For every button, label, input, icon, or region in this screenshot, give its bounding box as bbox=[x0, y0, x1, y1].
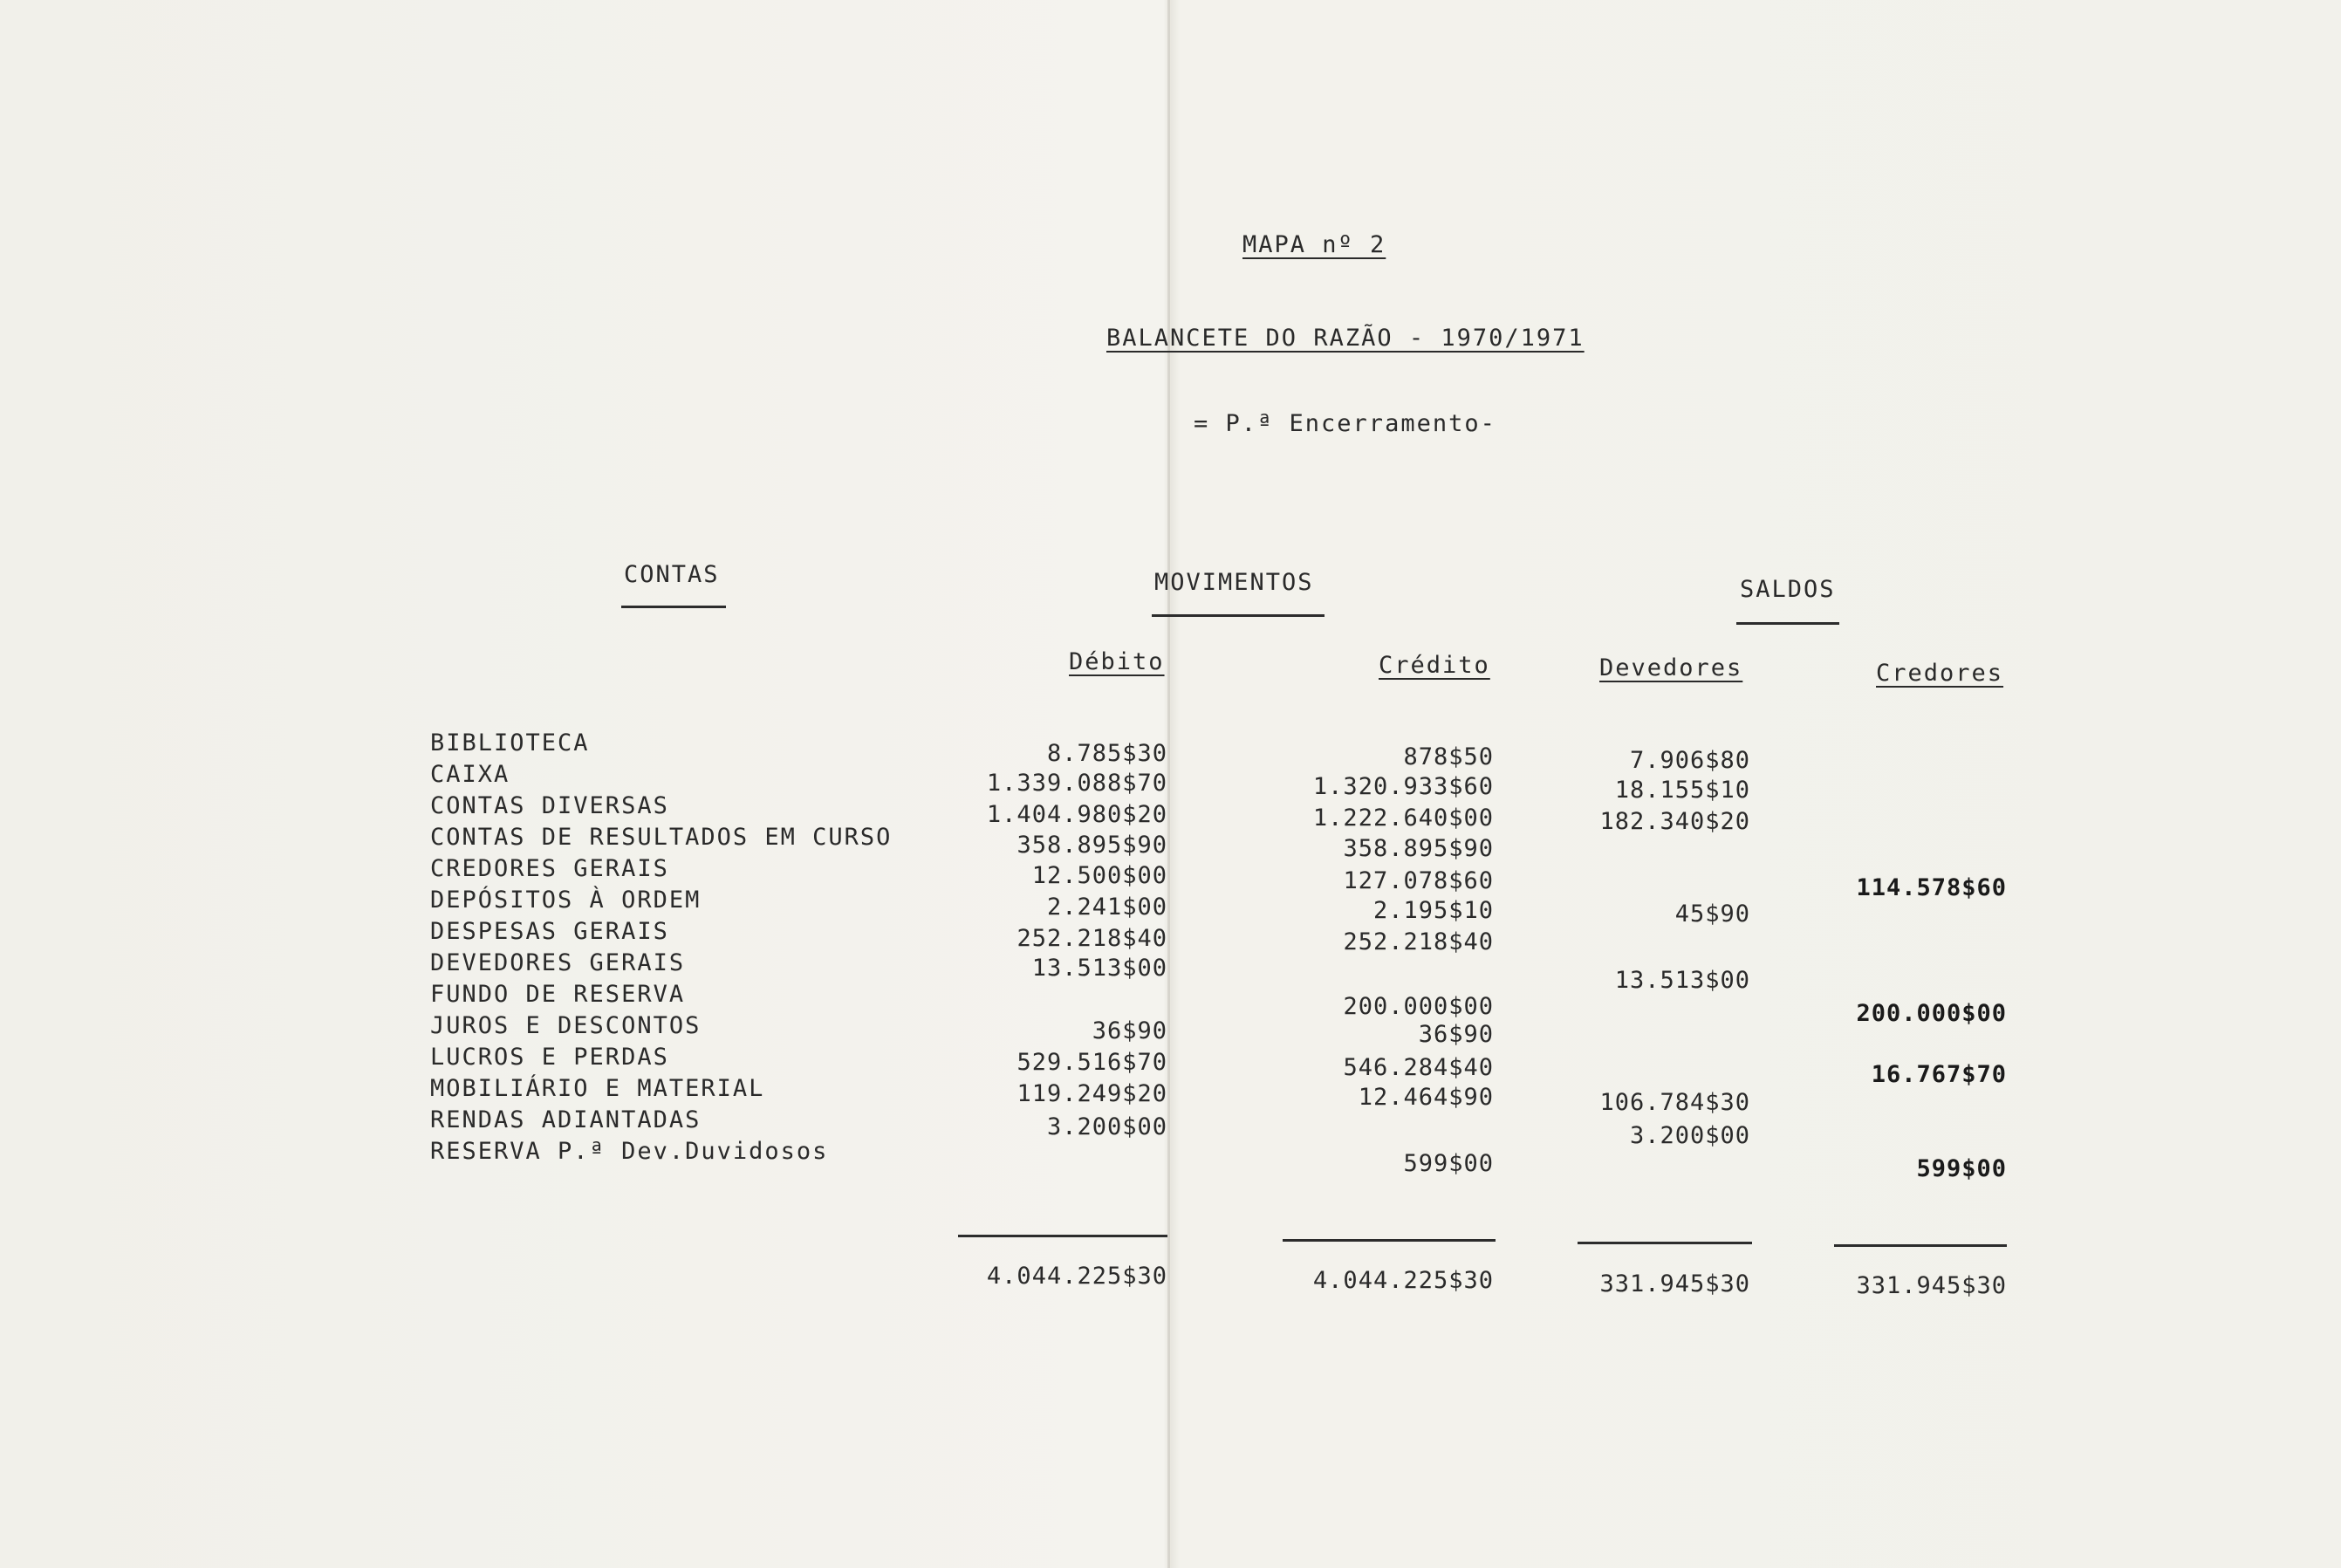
credito-total-rule bbox=[1283, 1239, 1496, 1242]
row-conta: LUCROS E PERDAS bbox=[430, 1044, 669, 1071]
debito-total: 4.044.225$30 bbox=[986, 1263, 1167, 1290]
credito-cell: 878$50 bbox=[1403, 743, 1494, 770]
debito-cell: 2.241$00 bbox=[1046, 894, 1167, 921]
row-conta: DEPÓSITOS À ORDEM bbox=[430, 887, 702, 914]
credores-total-rule bbox=[1834, 1244, 2007, 1247]
debito-cell: 13.513$00 bbox=[1031, 955, 1167, 982]
map-title: MAPA nº 2 bbox=[1242, 231, 1386, 258]
debito-cell: 3.200$00 bbox=[1046, 1113, 1167, 1140]
debito-cell: 119.249$20 bbox=[1016, 1080, 1167, 1107]
credito-cell: 599$00 bbox=[1403, 1150, 1494, 1177]
credores-cell: 114.578$60 bbox=[1856, 874, 2007, 901]
devedores-cell: 7.906$80 bbox=[1629, 747, 1750, 774]
credito-cell: 546.284$40 bbox=[1343, 1054, 1494, 1081]
contas-header: CONTAS bbox=[624, 561, 720, 588]
credores-cell: 599$00 bbox=[1916, 1155, 2007, 1182]
paper-fold bbox=[1167, 0, 1170, 1568]
devedores-cell: 45$90 bbox=[1674, 900, 1750, 928]
debito-cell: 12.500$00 bbox=[1031, 862, 1167, 889]
row-conta: FUNDO DE RESERVA bbox=[430, 981, 686, 1008]
contas-underline bbox=[621, 606, 726, 608]
devedores-total-rule bbox=[1578, 1242, 1752, 1244]
movimentos-header: MOVIMENTOS bbox=[1154, 569, 1314, 596]
debito-total-rule bbox=[958, 1235, 1167, 1237]
row-conta: JUROS E DESCONTOS bbox=[430, 1012, 702, 1039]
debito-cell: 1.404.980$20 bbox=[986, 801, 1167, 828]
devedores-cell: 13.513$00 bbox=[1614, 967, 1750, 994]
row-conta: CONTAS DE RESULTADOS EM CURSO bbox=[430, 824, 893, 851]
credores-header: Credores bbox=[1876, 660, 2004, 687]
debito-cell: 36$90 bbox=[1092, 1017, 1167, 1044]
credito-cell: 2.195$10 bbox=[1372, 897, 1494, 924]
row-conta: BIBLIOTECA bbox=[430, 729, 590, 757]
devedores-cell: 18.155$10 bbox=[1614, 777, 1750, 804]
row-conta: DESPESAS GERAIS bbox=[430, 918, 669, 945]
saldos-header: SALDOS bbox=[1740, 576, 1836, 603]
row-conta: CREDORES GERAIS bbox=[430, 855, 669, 882]
credito-cell: 252.218$40 bbox=[1343, 928, 1494, 955]
credito-header: Crédito bbox=[1379, 652, 1490, 679]
row-conta: RESERVA P.ª Dev.Duvidosos bbox=[430, 1138, 829, 1165]
debito-cell: 358.895$90 bbox=[1016, 832, 1167, 859]
credito-cell: 1.222.640$00 bbox=[1312, 805, 1494, 832]
debito-cell: 529.516$70 bbox=[1016, 1049, 1167, 1076]
credito-cell: 358.895$90 bbox=[1343, 835, 1494, 862]
devedores-header: Devedores bbox=[1599, 654, 1743, 681]
credito-cell: 127.078$60 bbox=[1343, 867, 1494, 894]
credito-cell: 200.000$00 bbox=[1343, 993, 1494, 1020]
saldos-underline bbox=[1736, 622, 1839, 625]
credito-total: 4.044.225$30 bbox=[1312, 1267, 1494, 1294]
credores-cell: 200.000$00 bbox=[1856, 1000, 2007, 1027]
devedores-total: 331.945$30 bbox=[1599, 1270, 1750, 1298]
debito-cell: 8.785$30 bbox=[1046, 740, 1167, 767]
main-title: BALANCETE DO RAZÃO - 1970/1971 bbox=[1106, 325, 1585, 352]
debito-header: Débito bbox=[1069, 648, 1165, 675]
credito-cell: 1.320.933$60 bbox=[1312, 773, 1494, 800]
devedores-cell: 182.340$20 bbox=[1599, 808, 1750, 835]
credito-cell: 12.464$90 bbox=[1358, 1084, 1494, 1111]
credores-cell: 16.767$70 bbox=[1871, 1061, 2007, 1088]
row-conta: CONTAS DIVERSAS bbox=[430, 792, 669, 819]
subtitle: = P.ª Encerramento- bbox=[1194, 410, 1496, 437]
credito-cell: 36$90 bbox=[1418, 1021, 1494, 1048]
credores-total: 331.945$30 bbox=[1856, 1272, 2007, 1299]
debito-cell: 252.218$40 bbox=[1016, 925, 1167, 952]
row-conta: RENDAS ADIANTADAS bbox=[430, 1106, 702, 1133]
devedores-cell: 3.200$00 bbox=[1629, 1122, 1750, 1149]
row-conta: CAIXA bbox=[430, 761, 510, 788]
row-conta: MOBILIÁRIO E MATERIAL bbox=[430, 1075, 765, 1102]
movimentos-underline bbox=[1152, 614, 1325, 617]
row-conta: DEVEDORES GERAIS bbox=[430, 949, 686, 976]
debito-cell: 1.339.088$70 bbox=[986, 770, 1167, 797]
devedores-cell: 106.784$30 bbox=[1599, 1089, 1750, 1116]
